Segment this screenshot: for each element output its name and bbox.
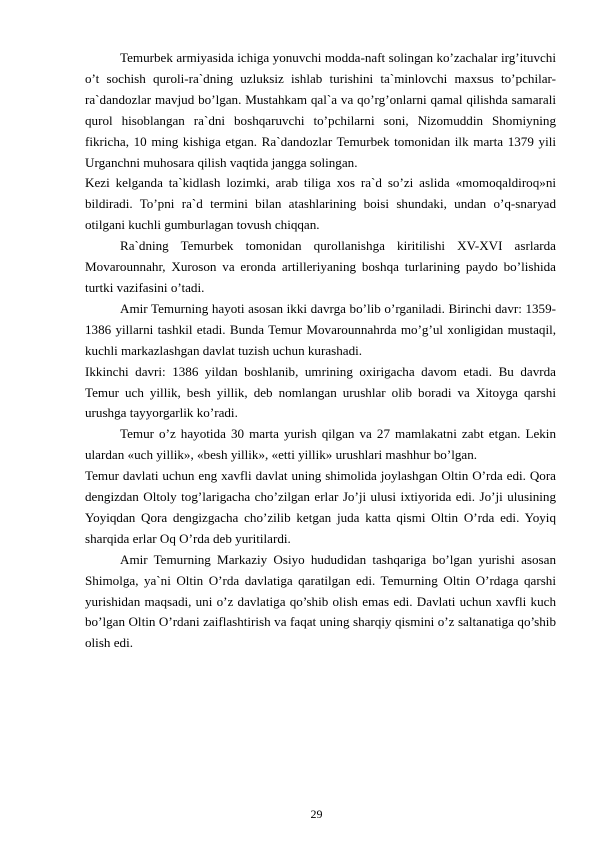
paragraph-golden-horde: Temur davlati uchun eng xavfli davlat uning shimolida joylashgan Oltin O’rda edi. Qora dengizdan Oltoly tog’larigacha cho’zilgan erlar Jo’ji ulusi ixtiyorida edi. Jo’ji ulusining Yoyiqdan Qora dengizgacha cho’zilib ketgan juda katta qismi Oltin O’rda edi. Yoyiq sharqida erlar Oq O’rda deb yuritilardi. [85,468,556,546]
paragraph-ra-d-artillery: Temurbek armiyasida ichiga yonuvchi modda-naft solingan ko’zachalar irg’ituvchi o’t sochish quroli-ra`dning uzluksiz ishlab turishini ta`minlovchi maxsus to’pchilar-ra`dandozlar mavjud bo’lgan. Mustahkam qal`a va qo’rg’onlarni qamal qilishda samarali qurol hisoblangan ra`dni boshqaruvchi to’pchilarni soni, Nizomuddin Shomiyning fikricha, 10 ming kishiga etgan. Ra`dandozlar Temurbek tomonidan ilk marta 1379 yili Urganchni muhosara qilish vaqtida jangga solingan. [85,50,556,170]
paragraph-northern-campaign: Amir Temurning Markaziy Osiyo hududidan tashqariga bo’lgan yurishi asosan Shimolga, ya`ni Oltin O’rda davlatiga qaratilgan edi. Temurning Oltin O’rdaga qarshi yurishidan maqsadi, uni o’z davlatiga qo’shib olish emas edi. Davlati uchun xavfli kuch bo’lgan Oltin O’rdani zaiflashtirish va faqat uning sharqiy qismini o’z saltanatiga qo’shib olish edi. [85,551,556,651]
document-body [85,48,556,654]
paragraph-campaigns: Temur o’z hayotida 30 marta yurish qilgan va 27 mamlakatni zabt etgan. Lekin ulardan «uch yillik», «besh yillik», «etti yillik» urushlari mashhur bo’lgan. [85,426,556,463]
paragraph-first-period: Amir Temurning hayoti asosan ikki davrga bo’lib o’rganiladi. Birinchi davr: 1359-1386 yillarni tashkil etadi. Bunda Temur Movarounnahrda mo’g’ul xonligidan mustaqil, kuchli markazlashgan davlat tuzish uchun kurashadi. [85,300,556,358]
paragraph-ra-d-etymology: Kezi kelganda ta`kidlash lozimki, arab tiliga xos ra`d so’zi aslida «momoqaldiroq»ni bildiradi. To’pni ra`d termini bilan atashlarining boisi shundaki, undan o’q-snaryad otilgani kuchli gumburlagan tovush chiqqan. [85,175,556,233]
page-number: 29 [310,807,323,821]
paragraph-second-period: Ikkinchi davri: 1386 yildan boshlanib, umrining oxirigacha davom etadi. Bu davrda Temur uch yillik, besh yillik, deb nomlangan urushlar olib boradi va Xitoyga qarshi urushga tayyorgarlik ko’radi. [85,363,556,421]
paragraph-artillery-spread: Ra`dning Temurbek tomonidan qurollanishga kiritilishi XV-XVI asrlarda Movarounnahr, Xuroson va eronda artilleriyaning boshqa turlarining paydo bo’lishida turtki vazifasini o’tadi. [85,238,556,295]
